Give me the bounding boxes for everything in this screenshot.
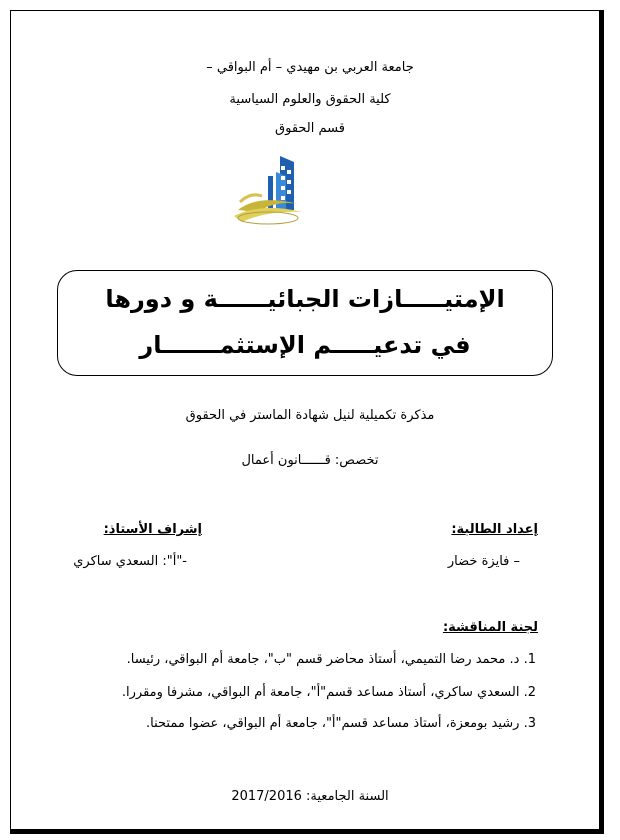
student-name: – فايزة خضار [447,554,520,569]
department-name: قسم الحقوق [275,121,345,136]
supervisor-name: -"أ": السعدي ساكري [73,554,187,569]
committee-member: 2. السعدي ساكري، أستاذ مساعد قسم"أ"، جامعة أم البواقي، مشرفا ومقررا. [121,685,536,700]
thesis-title-line-1: الإمتيـــــازات الجبائيــــــة و دورها [105,285,505,313]
student-heading: إعداد الطالبة: [451,522,538,537]
title-box [57,270,553,376]
committee-heading: لجنة المناقشة: [442,620,538,635]
thesis-title-line-2: في تدعيـــــم الإستثمـــــــار [139,331,471,359]
committee-member: 3. رشيد بومعزة، أستاذ مساعد قسم"أ"، جامعة أم البواقي، عضوا ممتحنا. [145,716,536,731]
university-name: جامعة العربي بن مهيدي – أم البواقي – [206,60,414,75]
faculty-name: كلية الحقوق والعلوم السياسية [229,92,391,107]
specialty: تخصص: قــــــانون أعمال [241,453,379,468]
supervisor-heading: إشراف الأستاذ: [103,522,202,537]
university-logo-icon [228,152,308,230]
committee-member: 1. د. محمد رضا التميمي، أستاذ محاضر قسم "ب"، جامعة أم البواقي، رئيسا. [126,652,536,667]
academic-year: السنة الجامعية: 2017/2016 [231,789,389,804]
memo-description: مذكرة تكميلية لنيل شهادة الماستر في الحقوق [185,408,435,423]
